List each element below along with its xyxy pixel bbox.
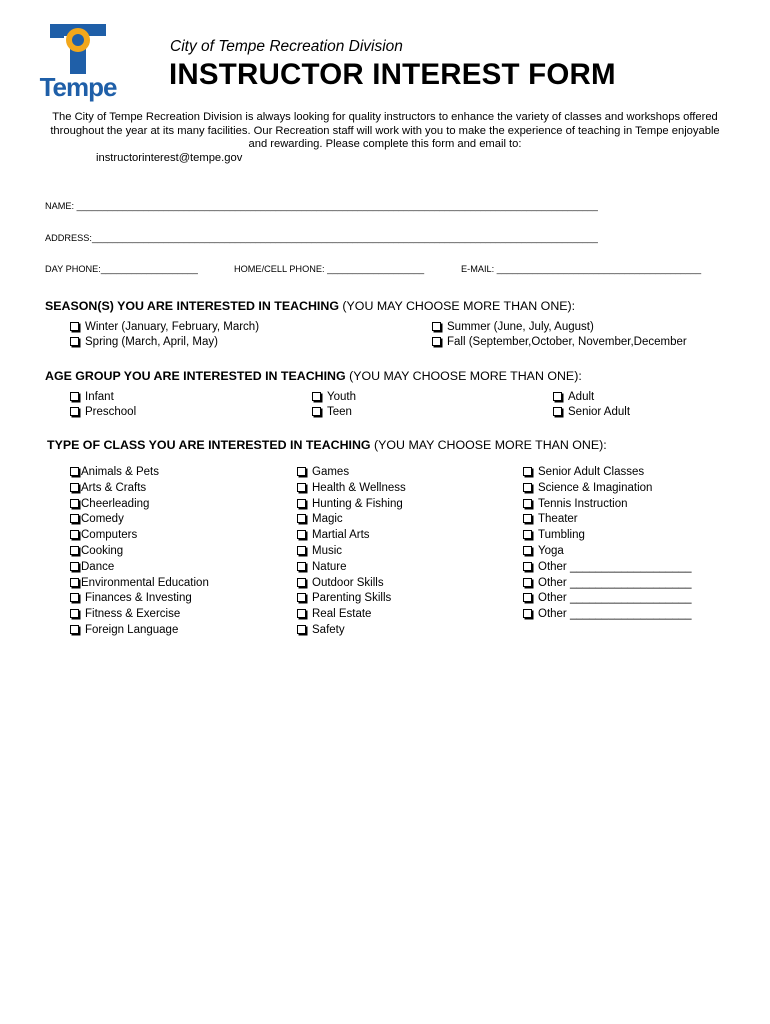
age-group-heading bbox=[45, 369, 582, 383]
checkbox-icon[interactable] bbox=[297, 483, 306, 492]
class-type-option[interactable] bbox=[297, 592, 391, 604]
class-type-option[interactable] bbox=[523, 545, 564, 557]
option-label: Dance bbox=[81, 560, 115, 573]
option-label: Yoga bbox=[538, 545, 564, 557]
checkbox-icon[interactable] bbox=[297, 467, 306, 476]
intro-text: The City of Tempe Recreation Division is always looking for quality instructors to enhance the variety of classes and workshops offered throughout the year at its many facilities. Our Recreation staff will work with you to make the experience of teaching in Tempe enjoyable and rewarding. Please complete this form and email to: bbox=[50, 111, 720, 151]
option-label: Cooking bbox=[81, 545, 124, 557]
checkbox-icon[interactable] bbox=[297, 609, 306, 618]
tempe-logo-icon bbox=[22, 20, 134, 76]
checkbox-icon[interactable] bbox=[70, 499, 79, 508]
option-label: Science & Imagination bbox=[538, 481, 653, 494]
season-option-summer[interactable] bbox=[432, 321, 594, 333]
option-label: Tennis Instruction bbox=[538, 497, 628, 510]
class-type-option[interactable] bbox=[523, 592, 691, 604]
class-type-option[interactable] bbox=[70, 608, 180, 620]
class-type-option[interactable] bbox=[297, 561, 347, 573]
option-label: Spring (March, April, May) bbox=[85, 336, 218, 348]
class-type-option[interactable] bbox=[523, 608, 691, 620]
option-label: Teen bbox=[327, 406, 352, 418]
option-label: Safety bbox=[312, 624, 345, 636]
age-heading-rest: (YOU MAY CHOOSE MORE THAN ONE): bbox=[345, 369, 582, 383]
checkbox-icon[interactable] bbox=[70, 483, 79, 492]
checkbox-icon[interactable] bbox=[297, 546, 306, 555]
checkbox-icon[interactable] bbox=[523, 593, 532, 602]
option-label: Other ___________________ bbox=[538, 608, 692, 621]
option-label: Tumbling bbox=[538, 529, 585, 542]
checkbox-icon[interactable] bbox=[70, 578, 79, 587]
option-label: Winter (January, February, March) bbox=[85, 321, 260, 333]
checkbox-icon[interactable] bbox=[432, 322, 441, 331]
season-option-spring[interactable] bbox=[70, 336, 218, 348]
class-type-option[interactable] bbox=[70, 624, 178, 636]
option-label: Parenting Skills bbox=[312, 592, 392, 605]
class-type-option[interactable] bbox=[297, 545, 342, 557]
checkbox-icon[interactable] bbox=[70, 337, 79, 346]
checkbox-icon[interactable] bbox=[70, 514, 79, 523]
checkbox-icon[interactable] bbox=[297, 530, 306, 539]
checkbox-icon[interactable] bbox=[553, 407, 562, 416]
class-type-option[interactable] bbox=[523, 482, 652, 494]
option-label: Hunting & Fishing bbox=[312, 497, 403, 510]
class-type-option[interactable] bbox=[70, 498, 149, 510]
intro-paragraph bbox=[40, 111, 730, 165]
option-label: Summer (June, July, August) bbox=[447, 321, 594, 333]
intro-email: instructorinterest@tempe.gov bbox=[96, 151, 243, 164]
option-label: Cheerleading bbox=[81, 497, 150, 510]
checkbox-icon[interactable] bbox=[523, 562, 532, 571]
season-option-winter[interactable] bbox=[70, 321, 259, 333]
class-type-option[interactable] bbox=[297, 529, 370, 541]
checkbox-icon[interactable] bbox=[297, 562, 306, 571]
checkbox-icon[interactable] bbox=[70, 322, 79, 331]
option-label: Foreign Language bbox=[85, 624, 179, 636]
checkbox-icon[interactable] bbox=[70, 467, 79, 476]
option-label: Other ___________________ bbox=[538, 592, 692, 605]
checkbox-icon[interactable] bbox=[523, 483, 532, 492]
option-label: Computers bbox=[81, 529, 138, 542]
option-label: Adult bbox=[568, 391, 595, 403]
class-type-option[interactable] bbox=[70, 592, 192, 604]
checkbox-icon[interactable] bbox=[523, 499, 532, 508]
class-heading-bold: TYPE OF CLASS YOU ARE INTERESTED IN TEACHING bbox=[47, 438, 371, 452]
class-type-option[interactable] bbox=[70, 482, 146, 494]
checkbox-icon[interactable] bbox=[297, 578, 306, 587]
option-label: Senior Adult Classes bbox=[538, 466, 645, 478]
class-type-option[interactable] bbox=[297, 577, 384, 589]
option-label: Animals & Pets bbox=[81, 466, 159, 478]
class-type-option[interactable] bbox=[297, 482, 406, 494]
age-option-senior-adult[interactable] bbox=[553, 406, 630, 418]
option-label: Games bbox=[312, 466, 350, 478]
checkbox-icon[interactable] bbox=[312, 392, 321, 401]
option-label: Senior Adult bbox=[568, 406, 631, 418]
age-option-teen[interactable] bbox=[312, 406, 352, 418]
checkbox-icon[interactable] bbox=[523, 609, 532, 618]
seasons-heading-rest: (YOU MAY CHOOSE MORE THAN ONE): bbox=[338, 299, 576, 313]
option-label: Other ___________________ bbox=[538, 560, 692, 573]
option-label: Health & Wellness bbox=[312, 481, 406, 494]
checkbox-icon[interactable] bbox=[70, 562, 79, 571]
tempe-logo bbox=[22, 20, 134, 102]
checkbox-icon[interactable] bbox=[523, 578, 532, 587]
logo-wordmark: Tempe bbox=[39, 72, 117, 102]
age-option-infant[interactable] bbox=[70, 391, 114, 403]
seasons-heading bbox=[45, 299, 575, 313]
option-label: Fitness & Exercise bbox=[85, 608, 181, 621]
class-type-option[interactable] bbox=[70, 577, 209, 589]
class-type-option[interactable] bbox=[297, 466, 349, 478]
option-label: Outdoor Skills bbox=[312, 576, 384, 589]
option-label: Real Estate bbox=[312, 608, 372, 621]
checkbox-icon[interactable] bbox=[70, 407, 79, 416]
checkbox-icon[interactable] bbox=[432, 337, 441, 346]
checkbox-icon[interactable] bbox=[70, 625, 79, 634]
checkbox-icon[interactable] bbox=[70, 392, 79, 401]
class-type-option[interactable] bbox=[523, 498, 628, 510]
class-type-option[interactable] bbox=[70, 561, 114, 573]
option-label: Fall (September,October, November,December bbox=[447, 336, 687, 348]
page-title: INSTRUCTOR INTEREST FORM bbox=[169, 58, 616, 91]
day-phone-field[interactable]: DAY PHONE:___________________ bbox=[45, 264, 198, 274]
option-label: Other ___________________ bbox=[538, 576, 692, 589]
age-option-youth[interactable] bbox=[312, 391, 356, 403]
class-type-option[interactable] bbox=[70, 545, 123, 557]
checkbox-icon[interactable] bbox=[312, 407, 321, 416]
option-label: Environmental Education bbox=[81, 576, 209, 589]
option-label: Finances & Investing bbox=[85, 592, 192, 605]
class-type-option[interactable] bbox=[297, 513, 343, 525]
class-type-option[interactable] bbox=[297, 624, 345, 636]
class-type-option[interactable] bbox=[70, 466, 159, 478]
class-type-option[interactable] bbox=[70, 513, 124, 525]
class-type-option[interactable] bbox=[297, 498, 403, 510]
name-field[interactable]: NAME: ______________________________________________________________________________________________________ bbox=[45, 201, 598, 211]
class-type-option[interactable] bbox=[70, 529, 137, 541]
checkbox-icon[interactable] bbox=[297, 499, 306, 508]
checkbox-icon[interactable] bbox=[70, 593, 79, 602]
address-field[interactable]: ADDRESS:___________________________________________________________________________________________________ bbox=[45, 233, 598, 243]
checkbox-icon[interactable] bbox=[297, 625, 306, 634]
option-label: Infant bbox=[85, 391, 114, 403]
checkbox-icon[interactable] bbox=[523, 514, 532, 523]
option-label: Theater bbox=[538, 513, 578, 526]
class-type-option[interactable] bbox=[523, 561, 691, 573]
email-field[interactable]: E-MAIL: ________________________________________ bbox=[461, 264, 702, 274]
option-label: Preschool bbox=[85, 406, 137, 418]
checkbox-icon[interactable] bbox=[523, 530, 532, 539]
option-label: Comedy bbox=[81, 513, 124, 526]
division-subtitle: City of Tempe Recreation Division bbox=[170, 38, 403, 55]
checkbox-icon[interactable] bbox=[70, 530, 79, 539]
season-option-fall[interactable] bbox=[432, 336, 687, 348]
checkbox-icon[interactable] bbox=[70, 546, 79, 555]
option-label: Nature bbox=[312, 560, 347, 573]
checkbox-icon[interactable] bbox=[297, 593, 306, 602]
home-phone-field[interactable]: HOME/CELL PHONE: ___________________ bbox=[234, 264, 425, 274]
option-label: Magic bbox=[312, 513, 343, 526]
checkbox-icon[interactable] bbox=[70, 609, 79, 618]
class-type-option[interactable] bbox=[523, 466, 644, 478]
age-option-preschool[interactable] bbox=[70, 406, 136, 418]
option-label: Youth bbox=[327, 391, 356, 403]
class-type-option[interactable] bbox=[523, 577, 691, 589]
option-label: Martial Arts bbox=[312, 529, 370, 542]
class-type-option[interactable] bbox=[297, 608, 371, 620]
option-label: Music bbox=[312, 545, 343, 557]
class-type-heading bbox=[47, 438, 607, 452]
checkbox-icon[interactable] bbox=[297, 514, 306, 523]
class-type-option[interactable] bbox=[523, 529, 585, 541]
checkbox-icon[interactable] bbox=[553, 392, 562, 401]
checkbox-icon[interactable] bbox=[523, 546, 532, 555]
age-option-adult[interactable] bbox=[553, 391, 594, 403]
checkbox-icon[interactable] bbox=[523, 467, 532, 476]
class-heading-rest: (YOU MAY CHOOSE MORE THAN ONE): bbox=[370, 438, 607, 452]
age-heading-bold: AGE GROUP YOU ARE INTERESTED IN TEACHING bbox=[45, 369, 346, 383]
seasons-heading-bold: SEASON(S) YOU ARE INTERESTED IN TEACHING bbox=[45, 299, 339, 313]
class-type-option[interactable] bbox=[523, 513, 578, 525]
option-label: Arts & Crafts bbox=[81, 481, 147, 494]
